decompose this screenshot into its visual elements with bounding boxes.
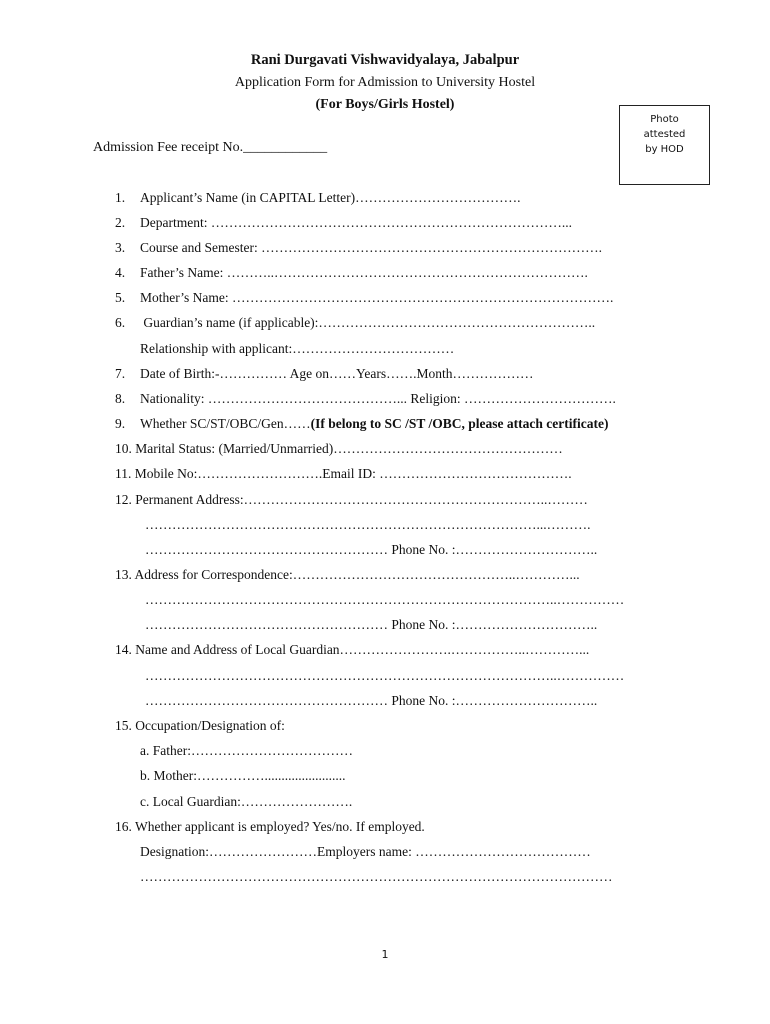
university-name: Rani Durgavati Vishwavidyalaya, Jabalpur [250,52,520,68]
field-number: 2. [115,215,126,230]
field-date-of-birth [115,366,533,382]
field-number: 5. [115,290,126,305]
hostel-type: (For Boys/Girls Hostel) [315,97,455,112]
field-occupation-mother: b. Mother:……………........................ [140,768,346,783]
field-nationality-religion [115,391,616,407]
photo-box [619,105,710,185]
field-number: 9. [115,416,126,431]
field-local-guardian: 14. Name and Address of Local Guardian…………………….……………..…………... [115,642,590,657]
field-number: 6. [115,315,126,330]
field-permanent-address: 12. Permanent Address:…………………………………………………………..……… [115,492,588,507]
field-relationship: Relationship with applicant:……………………………… [140,341,455,356]
field-designation-employer: Designation:……………………Employers name: ………………………………… [140,844,591,859]
field-label: Course and Semester: …………………………………………………………………. [140,240,602,255]
field-label: Guardian’s name (if applicable):…………………………………………………….. [140,315,596,330]
field-local-guardian-line-2: ………………………………………………………………………………..…………… [145,668,625,683]
field-label: Mother’s Name: …………………………………………………………………………. [140,290,614,305]
field-label: Father’s Name: ………..……………………………………………………………. [140,265,588,280]
field-occupation-local-guardian: c. Local Guardian:……………………. [140,794,353,809]
field-course-semester [115,240,602,256]
field-label: Department: ……………………………………………………………………... [140,215,572,230]
field-department [115,215,572,231]
form-title: Application Form for Admission to University Hostel [234,75,536,90]
field-permanent-address-phone: ……………………………………………… Phone No. :………………………….. [145,542,598,557]
fee-receipt-field: Admission Fee receipt No.____________ [93,140,328,155]
field-permanent-address-line-2: ……………………………………………………………………………...………. [145,517,591,532]
field-label: Date of Birth:-…………… Age on……Years…….Month……………… [140,366,534,381]
field-number: 1. [115,190,126,205]
field-label: Whether SC/ST/OBC/Gen…… [140,416,311,431]
field-number: 7. [115,366,126,381]
field-correspondence-address-phone: ……………………………………………… Phone No. :………………………….. [145,617,598,632]
field-father-name [115,265,588,281]
field-local-guardian-phone: ……………………………………………… Phone No. :………………………….. [145,693,598,708]
field-number: 3. [115,240,126,255]
photo-box-line-3: by HOD [645,144,684,155]
page-number: 1 [381,948,389,961]
field-correspondence-address: 13. Address for Correspondence:…………………………………………..…………... [115,567,580,582]
field-correspondence-address-line-2: ………………………………………………………………………………..…………… [145,592,625,607]
field-marital-status: 10. Marital Status: (Married/Unmarried)…………………………………………… [115,441,563,456]
field-mobile-email: 11. Mobile No:……………………….Email ID: ……………………………………. [115,466,572,481]
category-note: (If belong to SC /ST /OBC, please attach certificate) [310,416,609,431]
field-employment-line-2: …………………………………………………………………………………………… [140,869,613,884]
field-number: 4. [115,265,126,280]
field-occupation: 15. Occupation/Designation of: [115,718,285,733]
field-number: 8. [115,391,126,406]
field-label: Nationality: ……………………………………... Religion: ……………………………. [140,391,616,406]
field-applicant-name [115,190,521,206]
field-guardian-name [115,315,595,331]
field-category [115,416,608,432]
field-mother-name [115,290,613,306]
photo-box-line-2: attested [643,129,686,140]
field-occupation-father: a. Father:……………………………… [140,743,353,758]
field-employment: 16. Whether applicant is employed? Yes/no. If employed. [115,819,425,834]
photo-box-line-1: Photo [650,114,679,125]
field-label: Applicant’s Name (in CAPITAL Letter)………………………………. [140,190,521,205]
